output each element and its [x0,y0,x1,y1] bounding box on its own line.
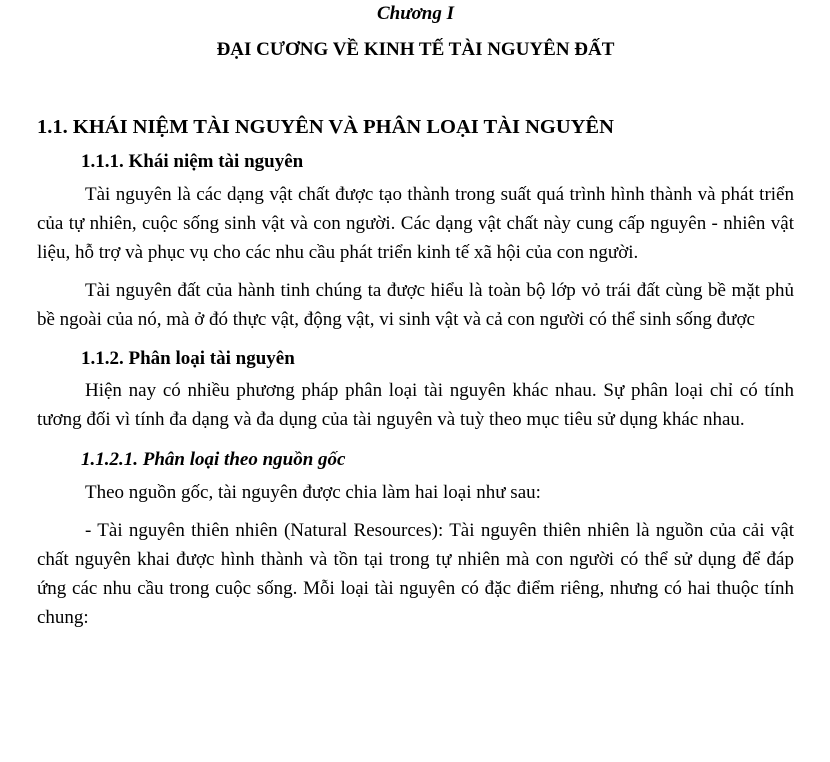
section-heading-1-1-1: 1.1.1. Khái niệm tài nguyên [81,151,304,172]
paragraph-classification-methods: Hiện nay có nhiều phương pháp phân loại tài nguyên khác nhau. Sự phân loại chỉ có tính tương đối vì tính đa dạng và đa dụng của tài nguyên và tuỳ theo mục tiêu sử dụng khác nhau. [37,380,794,430]
section-heading-1-1: 1.1. KHÁI NIỆM TÀI NGUYÊN VÀ PHÂN LOẠI TÀI NGUYÊN [37,116,614,138]
paragraph-land-resource: Tài nguyên đất của hành tinh chúng ta được hiểu là toàn bộ lớp vỏ trái đất cùng bề mặt phủ bề ngoài của nó, mà ở đó thực vật, động vật, vi sinh vật và cả con người có thể sinh sống được [37,280,794,330]
paragraph-natural-resources: - Tài nguyên thiên nhiên (Natural Resources): Tài nguyên thiên nhiên là nguồn của cải vật chất nguyên khai được hình thành và tồn tại trong tự nhiên mà con người có thể sử dụng để đáp ứng các nhu cầu trong cuộc sống. Mỗi loại tài nguyên có đặc điểm riêng, nhưng có hai thuộc tính chung: [37,520,794,628]
chapter-label: Chương I [376,3,455,24]
document-page [37,0,794,632]
chapter-title: ĐẠI CƯƠNG VỀ KINH TẾ TÀI NGUYÊN ĐẤT [216,39,615,60]
paragraph-origin-intro: Theo nguồn gốc, tài nguyên được chia làm hai loại như sau: [85,482,541,503]
section-heading-1-1-2: 1.1.2. Phân loại tài nguyên [81,348,295,369]
paragraph-resource-definition: Tài nguyên là các dạng vật chất được tạo thành trong suất quá trình hình thành và phát triển của tự nhiên, cuộc sống sinh vật và con người. Các dạng vật chất này cung cấp nguyên - nhiên vật liệu, hỗ trợ và phục vụ cho các nhu cầu phát triển kinh tế xã hội của con người. [37,184,794,263]
section-heading-1-1-2-1: 1.1.2.1. Phân loại theo nguồn gốc [81,449,346,470]
